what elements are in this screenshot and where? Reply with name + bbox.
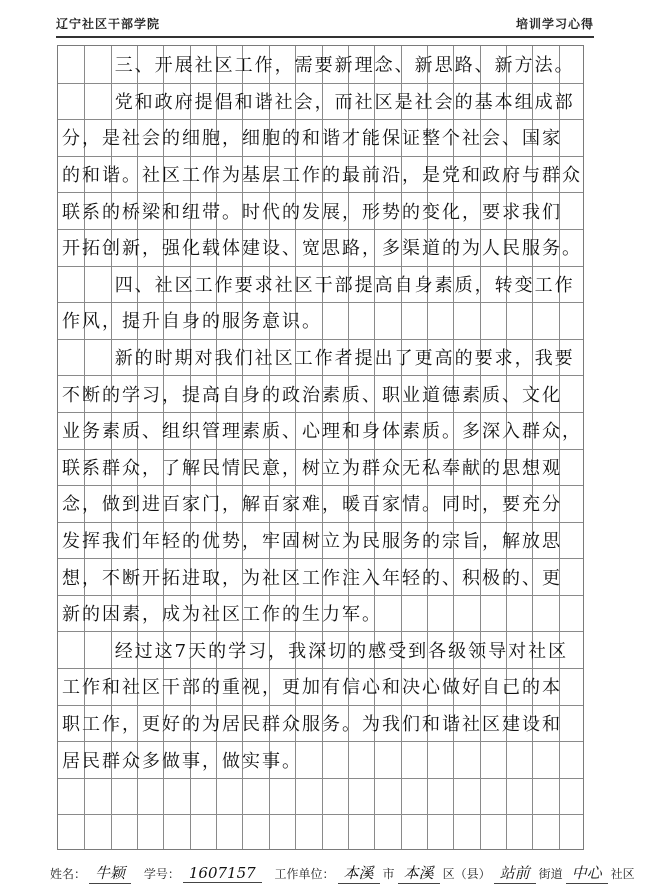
- document-type-header: 培训学习心得: [515, 17, 594, 31]
- district-value: 本溪: [398, 862, 440, 884]
- text-line: 作风，提升自身的服务意识。: [62, 311, 322, 333]
- text-line: 经过这7天的学习，我深切的感受到各级领导对社区: [114, 640, 569, 662]
- text-line: 四、社区工作要求社区干部提高自身素质，转变工作: [114, 274, 575, 296]
- text-line: 分，是社会的细胞，细胞的和谐才能保证整个社会、国家: [62, 128, 562, 150]
- writing-grid: [57, 45, 584, 850]
- text-line: 开拓创新，强化载体建设、宽思路，多渠道的为人民服务。: [62, 238, 582, 260]
- id-value: 1607157: [183, 864, 262, 883]
- text-line: 新的因素，成为社区工作的生力军。: [62, 604, 382, 626]
- name-label: 姓名：: [50, 867, 87, 881]
- header-rule: [56, 36, 594, 38]
- text-line: 职工作，更好的为居民群众服务。为我们和谐社区建设和: [62, 713, 562, 735]
- text-line: 三、开展社区工作，需要新理念、新思路、新方法。: [114, 55, 575, 77]
- text-line: 业务素质、组织管理素质、心理和身体素质。多深入群众，: [62, 421, 582, 443]
- text-line: 不断的学习，提高自身的政治素质、职业道德素质、文化: [62, 384, 562, 406]
- text-line: 党和政府提倡和谐社会，而社区是社会的基本组成部: [114, 91, 575, 113]
- district-label: 区（县）: [442, 867, 491, 881]
- community-value: 中心: [566, 862, 608, 884]
- street-label: 街道: [538, 867, 563, 881]
- community-label: 社区: [610, 867, 635, 881]
- name-value: 牛颖: [89, 862, 131, 884]
- text-line: 联系的桥梁和纽带。时代的发展，形势的变化，要求我们: [62, 201, 562, 223]
- street-value: 站前: [494, 862, 536, 884]
- text-line: 发挥我们年轻的优势，牢固树立为民服务的宗旨，解放思: [62, 530, 562, 552]
- text-line: 念，做到进百家门，解百家难，暖百家情。同时，要充分: [62, 494, 562, 516]
- footer-info: [50, 862, 635, 884]
- city-label: 市: [382, 867, 395, 881]
- work-unit-label: 工作单位：: [274, 867, 335, 881]
- text-line: 新的时期对我们社区工作者提出了更高的要求，我要: [114, 348, 575, 369]
- city-value: 本溪: [338, 862, 380, 884]
- institution-header: 辽宁社区干部学院: [56, 17, 161, 31]
- text-line: 想，不断开拓进取，为社区工作注入年轻的、积极的、更: [62, 567, 562, 589]
- grid-row-line: [58, 778, 583, 779]
- text-line: 的和谐。社区工作为基层工作的最前沿，是党和政府与群众: [62, 165, 582, 187]
- id-label: 学号：: [143, 867, 180, 881]
- grid-row-line: [58, 814, 583, 815]
- text-line: 居民群众多做事，做实事。: [62, 750, 302, 772]
- text-line: 工作和社区干部的重视，更加有信心和决心做好自己的本: [62, 677, 562, 699]
- text-line: 联系群众，了解民情民意，树立为群众无私奉献的思想观: [62, 457, 562, 479]
